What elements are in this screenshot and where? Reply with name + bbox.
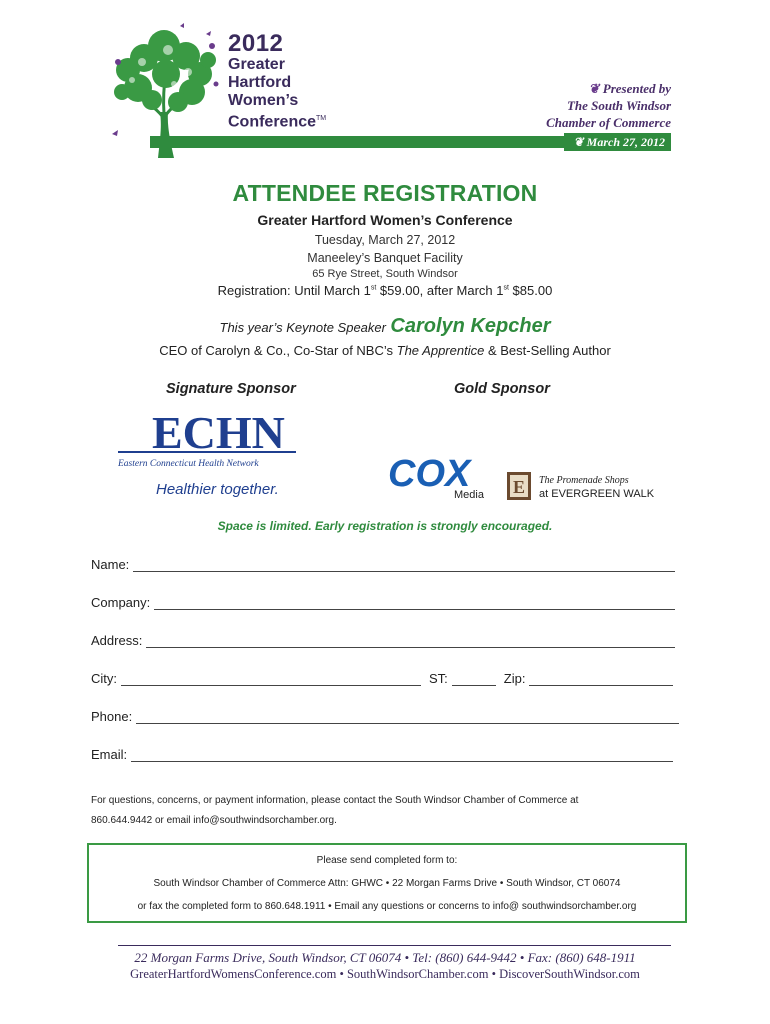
email-label: Email: xyxy=(91,747,128,762)
name-field[interactable] xyxy=(133,557,675,572)
name-label: Name: xyxy=(91,557,130,572)
contact-line: 860.644.9442 or email info@southwindsorchamber.org. xyxy=(91,815,337,826)
phone-field-row xyxy=(91,702,679,724)
bio-text: & Best-Selling Author xyxy=(484,343,611,358)
date-tag-text: March 27, 2012 xyxy=(586,135,665,149)
zip-field[interactable] xyxy=(529,671,673,686)
contact-line: For questions, concerns, or payment information, please contact the South Windsor Chamber of Commerce at xyxy=(91,795,579,806)
cox-media-logo xyxy=(388,452,494,500)
bio-text: CEO of Carolyn & Co., Co-Star of NBC’s xyxy=(159,343,397,358)
footer-websites: GreaterHartfordWomensConference.com • SouthWindsorChamber.com • DiscoverSouthWindsor.com xyxy=(130,967,640,981)
event-date: Tuesday, March 27, 2012 xyxy=(314,233,456,247)
name-field-row xyxy=(91,550,675,572)
logo-year: 2012 xyxy=(228,30,284,57)
pricing-text: $85.00 xyxy=(508,283,553,298)
echn-logo xyxy=(118,400,313,502)
gold-sponsor-heading: Gold Sponsor xyxy=(454,381,550,397)
echn-logo-text: ECHN xyxy=(152,407,285,458)
ordinal-suffix: st xyxy=(503,284,509,292)
pricing-text: Registration: Until March 1 xyxy=(217,283,371,298)
event-venue: Maneeley’s Banquet Facility xyxy=(307,251,463,265)
send-fax-email: or fax the completed form to 860.648.1911 • Email any questions or concerns to info@ southwindsorchamber.org xyxy=(137,901,637,912)
keynote-label: This year’s Keynote Speaker xyxy=(219,320,386,335)
send-heading: Please send completed form to: xyxy=(316,855,458,866)
echn-full-name: Eastern Connecticut Health Network xyxy=(118,459,259,469)
phone-label: Phone: xyxy=(91,709,133,724)
evergreen-mark: E xyxy=(513,477,526,497)
state-label: ST: xyxy=(429,671,448,686)
presented-line: The South Windsor xyxy=(566,98,671,113)
phone-field[interactable] xyxy=(136,709,679,724)
company-label: Company: xyxy=(91,595,151,610)
leaf-icon: ❦ xyxy=(573,135,584,149)
signature-sponsor-heading: Signature Sponsor xyxy=(166,381,296,397)
city-label: City: xyxy=(91,671,117,686)
company-field-row xyxy=(91,588,675,610)
space-limited-notice: Space is limited. Early registration is strongly encouraged. xyxy=(217,519,553,533)
registration-pricing xyxy=(0,283,770,298)
evergreen-line-1: The Promenade Shops xyxy=(539,475,629,486)
state-field[interactable] xyxy=(452,671,496,686)
page-title: ATTENDEE REGISTRATION xyxy=(232,180,538,206)
send-address: South Windsor Chamber of Commerce Attn: GHWC • 22 Morgan Farms Drive • South Windsor, CT 06074 xyxy=(153,878,621,889)
city-field[interactable] xyxy=(121,671,421,686)
address-label: Address: xyxy=(91,633,143,648)
email-field[interactable] xyxy=(131,747,673,762)
company-field[interactable] xyxy=(154,595,675,610)
address-field[interactable] xyxy=(146,633,675,648)
presented-by-block xyxy=(546,80,671,131)
cox-media-label: Media xyxy=(454,489,484,500)
conference-wordmark xyxy=(228,32,326,131)
footer-address: 22 Morgan Farms Drive, South Windsor, CT 06074 • Tel: (860) 644-9442 • Fax: (860) 648-1911 xyxy=(134,950,636,965)
date-tag xyxy=(564,133,671,151)
logo-line: Hartford xyxy=(228,74,292,91)
echn-tagline: Healthier together. xyxy=(156,481,279,498)
ordinal-suffix: st xyxy=(370,284,377,292)
trademark-mark: TM xyxy=(316,115,327,122)
contact-info xyxy=(91,791,691,831)
city-state-zip-row xyxy=(91,664,673,686)
cox-logo-text: COX xyxy=(388,453,471,495)
email-field-row xyxy=(91,740,673,762)
presented-line: Presented by xyxy=(602,81,671,96)
keynote-speaker-name: Carolyn Kepcher xyxy=(390,315,551,337)
send-instructions-box xyxy=(87,843,687,923)
zip-label: Zip: xyxy=(503,671,526,686)
pricing-text: $59.00, after March 1 xyxy=(376,283,504,298)
keynote-line xyxy=(0,315,770,338)
conference-name: Greater Hartford Women’s Conference xyxy=(257,212,513,228)
leaf-icon: ❦ xyxy=(588,81,600,96)
footer-divider xyxy=(118,945,671,946)
event-address: 65 Rye Street, South Windsor xyxy=(312,268,458,280)
bio-show-title: The Apprentice xyxy=(396,343,485,358)
logo-line: Greater xyxy=(228,56,285,73)
evergreen-walk-logo xyxy=(507,470,663,502)
logo-line: Conference xyxy=(228,113,317,131)
address-field-row xyxy=(91,626,675,648)
evergreen-line-2: at EVERGREEN WALK xyxy=(539,488,655,500)
presented-line: Chamber of Commerce xyxy=(546,115,671,130)
speaker-bio xyxy=(0,343,770,358)
logo-line: Women’s xyxy=(228,92,299,109)
